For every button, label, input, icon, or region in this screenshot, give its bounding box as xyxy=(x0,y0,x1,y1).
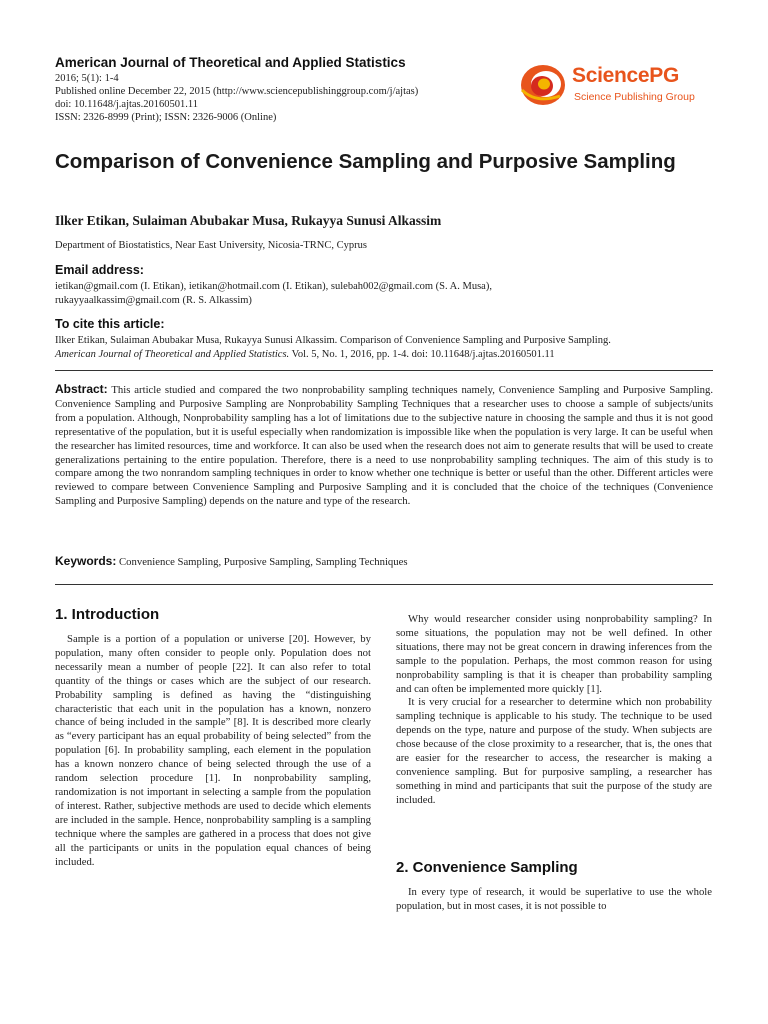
right-column-body xyxy=(396,613,712,808)
logo-swirl-icon xyxy=(516,60,572,110)
doi: doi: 10.11648/j.ajtas.20160501.11 xyxy=(55,99,199,110)
affiliation: Department of Biostatistics, Near East University, Nicosia-TRNC, Cyprus xyxy=(55,240,367,251)
journal-volume: 2016; 5(1): 1-4 xyxy=(55,73,119,84)
convenience-sampling-body xyxy=(396,886,712,914)
section-heading-introduction: 1. Introduction xyxy=(55,606,160,623)
abstract-text: This article studied and compared the two nonprobability sampling techniques namely, Convenience Sampling and Purposive Sampling. Convenience Sampling and Purposive Sampling are Nonprobability Sampling Techniques that a researcher uses to choose a sample of subjects/units from a population. Although, Nonprobability sampling has a lot of limitations due to the subjective nature in choosing the sample and thus it is not good representative of the population, but it is useful especially when randomization is impossible like when the population is very large. It can be useful when the researcher has limited resources, time and workforce. It can also be used when the research does not aim to generate results that will be used to create generalizations pertaining to the entire population. Therefore, there is a need to use nonprobability sampling techniques. The aim of this study is to compare among the two nonrandom sampling techniques in order to know whether one technique is better or useful than the other. Different articles were reviewed to compare between Convenience Sampling and Purposive Sampling and it is concluded that the choice of the techniques (Convenience Sampling and Purposive Sampling) depends on the nature and type of the research. xyxy=(55,384,713,508)
sciencepg-logo xyxy=(516,60,706,110)
keywords-text: Convenience Sampling, Purposive Sampling, Sampling Techniques xyxy=(119,556,408,568)
keywords xyxy=(55,554,408,568)
paper-title: Comparison of Convenience Sampling and Purposive Sampling xyxy=(55,150,676,173)
paragraph: It is very crucial for a researcher to determine which non probability sampling technique is applicable to his study. The technique to be used depends on the type, nature and purpose of the study. When subjects are chose because of the close proximity to a researcher, that is, the ones that are easier for the researcher to access, the researcher is making a convenience sampling. But for purposive sampling, a researcher has something in mind and participants that suit the purpose of the study are included. xyxy=(396,696,712,806)
email-addresses xyxy=(55,280,492,307)
section-heading-convenience-sampling: 2. Convenience Sampling xyxy=(396,859,578,876)
paragraph: In every type of research, it would be superlative to use the whole population, but in most cases, it is not possible to xyxy=(396,886,712,912)
journal-name: American Journal of Theoretical and Applied Statistics xyxy=(55,55,406,70)
citation-details: Vol. 5, No. 1, 2016, pp. 1-4. doi: 10.11648/j.ajtas.20160501.11 xyxy=(289,348,555,360)
paragraph: Sample is a portion of a population or universe [20]. However, by population, many often consider to people only. Population does not necessarily mean a number of people [22]. It can also refer to total quantity of the things or cases which are the subject of our research. Probability sampling is defined as having the “distinguishing characteristic that each unit in the population has a known, nonzero chance of being included in the sample” [8]. It is described more clearly as “every participant has an equal probability of being selected” from the population [6]. In probability sampling, each element in the population has a known nonzero chance of being selected through the use of a random selection procedure [1]. In nonprobability sampling, randomization is not important in selecting a sample from the population of interest. Rather, subjective methods are used to decide which elements are included in the sample. Hence, nonprobability sampling is a sampling technique where the samples are gathered in a process that does not give all the participants or units in the population equal chances of being included. xyxy=(55,633,371,868)
citation xyxy=(55,334,611,361)
divider xyxy=(55,370,713,371)
email-label: Email address: xyxy=(55,263,144,277)
email-line: rukayyaalkassim@gmail.com (R. S. Alkassim) xyxy=(55,294,252,306)
authors: Ilker Etikan, Sulaiman Abubakar Musa, Rukayya Sunusi Alkassim xyxy=(55,213,442,228)
citation-journal: American Journal of Theoretical and Applied Statistics. xyxy=(55,348,290,360)
introduction-body xyxy=(55,633,371,869)
citation-line xyxy=(55,348,611,362)
logo-subtitle: Science Publishing Group xyxy=(574,91,695,103)
divider xyxy=(55,584,713,585)
email-line: ietikan@gmail.com (I. Etikan), ietikan@hotmail.com (I. Etikan), sulebah002@gmail.com (S. A. Musa), xyxy=(55,281,492,292)
issn: ISSN: 2326-8999 (Print); ISSN: 2326-9006 (Online) xyxy=(55,112,277,123)
journal-meta xyxy=(55,72,418,124)
abstract xyxy=(55,383,713,509)
logo-text: SciencePG xyxy=(572,64,680,87)
cite-label: To cite this article: xyxy=(55,317,165,331)
abstract-label: Abstract: xyxy=(55,382,108,396)
paragraph: Why would researcher consider using nonprobability sampling? In some situations, the population may not be well defined. In other situations, there may not be great concern in drawing inferences from the sample to the population. Perhaps, the most common reason for using nonprobability sampling is that it is cheaper than probability sampling and can often be implemented more quickly [1]. xyxy=(396,613,712,695)
citation-line: Ilker Etikan, Sulaiman Abubakar Musa, Rukayya Sunusi Alkassim. Comparison of Convenience Sampling and Purposive Sampling. xyxy=(55,335,611,346)
published-online: Published online December 22, 2015 (http://www.sciencepublishinggroup.com/j/ajtas) xyxy=(55,86,419,97)
keywords-label: Keywords: xyxy=(55,554,117,568)
